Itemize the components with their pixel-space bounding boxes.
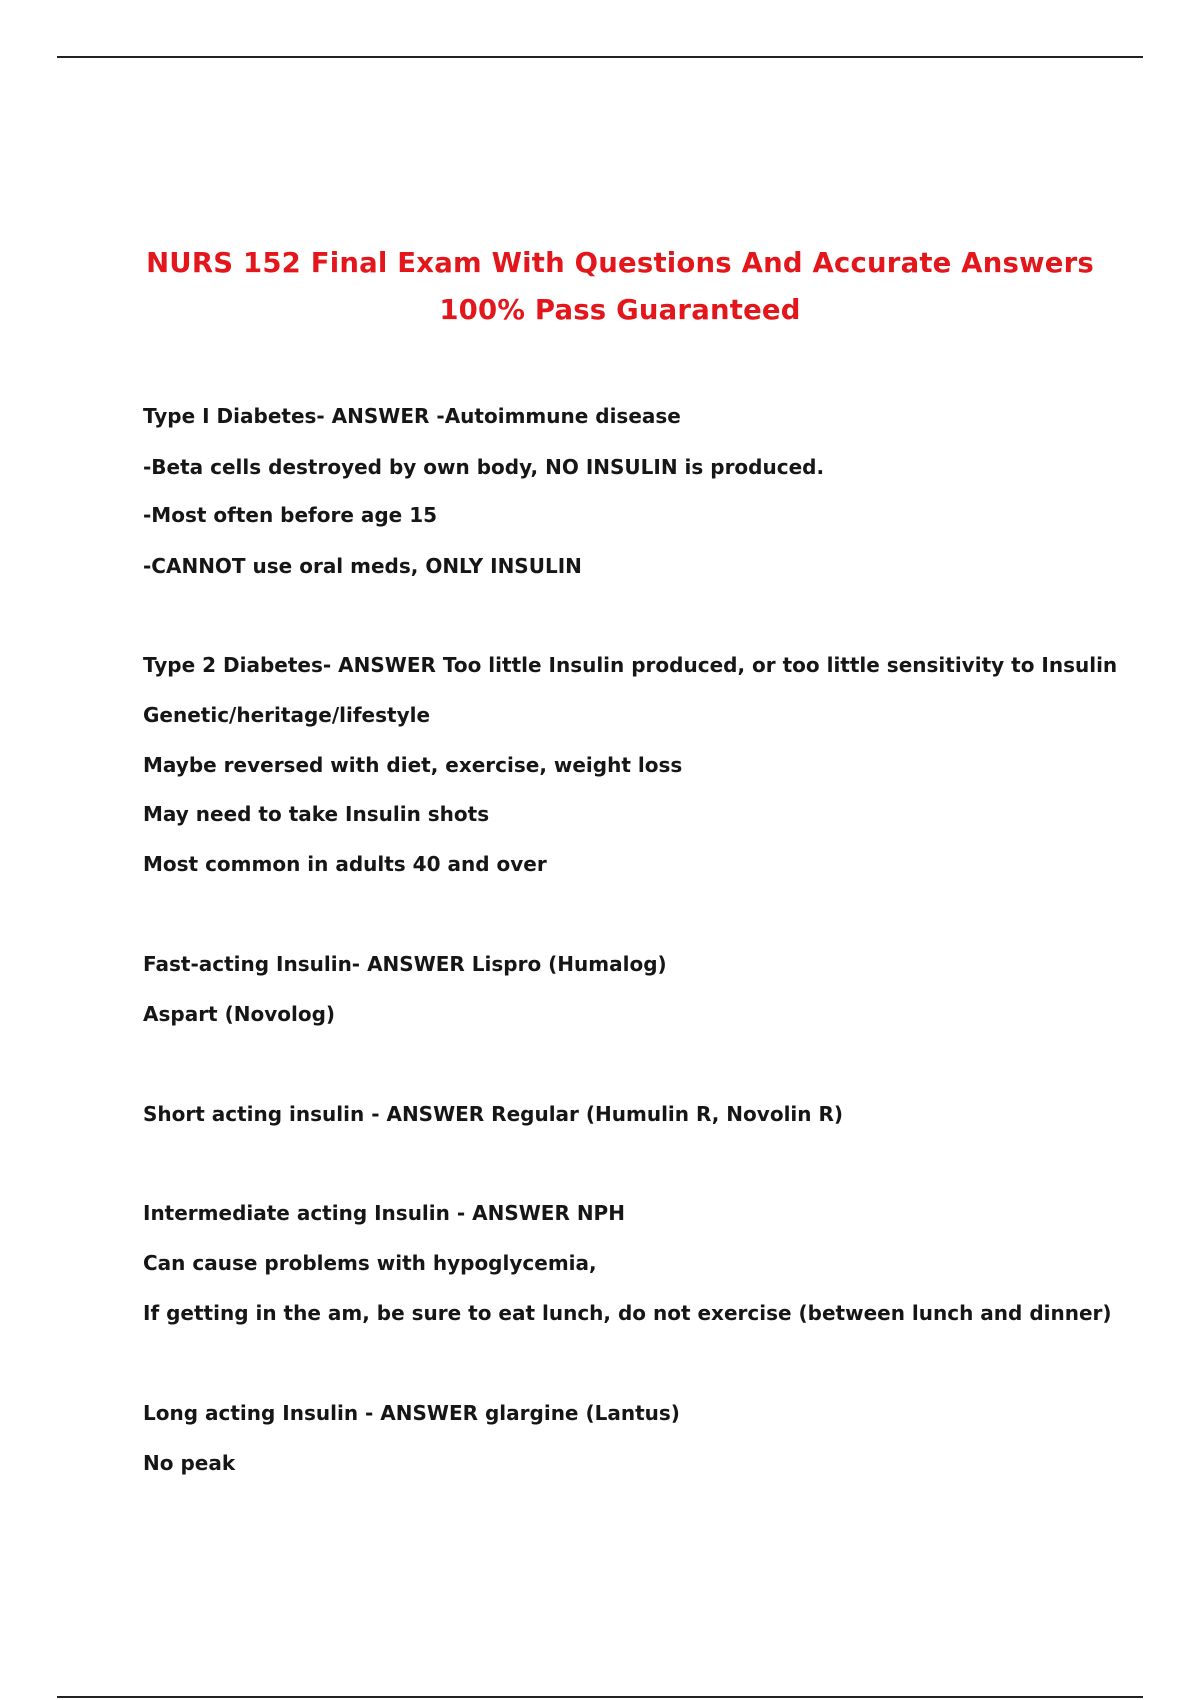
header-rule: [57, 56, 1143, 58]
entry-type2-line: May need to take Insulin shots: [143, 802, 490, 826]
entry-fast-acting-question: Fast-acting Insulin- ANSWER Lispro (Humalog): [143, 952, 667, 976]
entry-intermediate-line: If getting in the am, be sure to eat lunch, do not exercise (between lunch and dinner): [143, 1301, 1112, 1325]
entry-long-acting-line: No peak: [143, 1451, 236, 1475]
title-line-1: NURS 152 Final Exam With Questions And Accurate Answers: [146, 247, 1094, 279]
entry-intermediate-question: Intermediate acting Insulin - ANSWER NPH: [143, 1201, 625, 1225]
entry-intermediate-line: Can cause problems with hypoglycemia,: [143, 1251, 597, 1275]
entry-fast-acting-line: Aspart (Novolog): [143, 1002, 336, 1026]
entry-type2-line: Maybe reversed with diet, exercise, weight loss: [143, 753, 683, 777]
document-title: [60, 240, 1180, 334]
title-line-2: 100% Pass Guaranteed: [439, 294, 801, 326]
entry-type1-line: -Beta cells destroyed by own body, NO INSULIN is produced.: [143, 455, 825, 479]
entry-type2-line: Most common in adults 40 and over: [143, 852, 547, 876]
entry-type2-line: Genetic/heritage/lifestyle: [143, 703, 431, 727]
footer-rule: [57, 1696, 1143, 1698]
entry-short-acting-question: Short acting insulin - ANSWER Regular (Humulin R, Novolin R): [143, 1102, 844, 1126]
entry-type1-line: -CANNOT use oral meds, ONLY INSULIN: [143, 554, 582, 578]
entry-type2-question: Type 2 Diabetes- ANSWER Too little Insulin produced, or too little sensitivity to Insulin: [143, 653, 1118, 677]
entry-long-acting-question: Long acting Insulin - ANSWER glargine (Lantus): [143, 1401, 680, 1425]
entry-type1-question: Type I Diabetes- ANSWER -Autoimmune disease: [143, 404, 681, 428]
entry-type1-line: -Most often before age 15: [143, 503, 438, 527]
